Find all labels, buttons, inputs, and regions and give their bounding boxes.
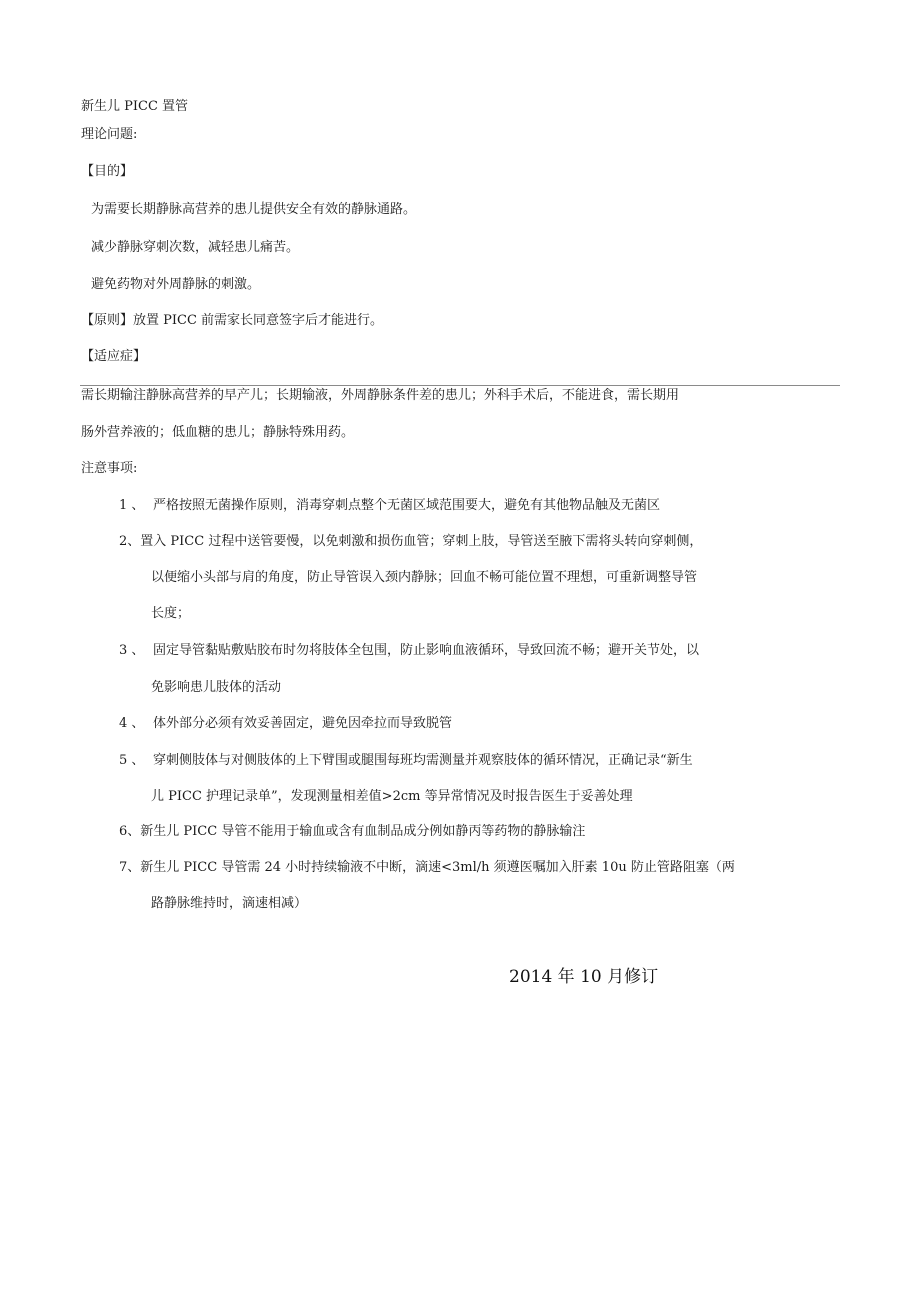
note-line: 新生儿 PICC 导管需 24 小时持续输液不中断，滴速<3ml/h 须遵医嘱加入肝素 10u 防止管路阻塞（两 bbox=[140, 860, 735, 875]
theory-heading: 理论问题: bbox=[81, 127, 138, 142]
note-item-6 bbox=[119, 823, 585, 841]
note-item-1 bbox=[119, 497, 660, 515]
note-item-4 bbox=[119, 715, 452, 733]
note-line: 新生儿 PICC 导管不能用于输血或含有血制品成分例如静丙等药物的静脉输注 bbox=[140, 824, 586, 839]
note-item-3 bbox=[119, 642, 699, 660]
principle-heading: 【原则】 bbox=[81, 313, 134, 328]
purpose-item-1: 为需要长期静脉高营养的患儿提供安全有效的静脉通路。 bbox=[91, 202, 417, 217]
note-number: 3 、 bbox=[119, 643, 145, 658]
purpose-item-2: 减少静脉穿刺次数，减轻患儿痛苦。 bbox=[91, 240, 300, 255]
note-line: 固定导管黏贴敷贴胶布时勿将肢体全包围，防止影响血液循环，导致回流不畅；避开关节处，以 bbox=[153, 643, 700, 658]
section-divider bbox=[80, 385, 840, 386]
notes-heading: 注意事项: bbox=[81, 461, 138, 476]
note-item-2 bbox=[119, 533, 702, 551]
note-item-5 bbox=[119, 752, 693, 770]
note-line: 穿刺侧肢体与对侧肢体的上下臂围或腿围每班均需测量并观察肢体的循环情况，正确记录“新生 bbox=[153, 753, 693, 768]
principle-section bbox=[81, 312, 383, 330]
note-item-5-line-2: 儿 PICC 护理记录单”，发现测量相差值>2cm 等异常情况及时报告医生于妥善处理 bbox=[151, 789, 633, 804]
note-number: 5 、 bbox=[119, 753, 145, 768]
note-line: 置入 PICC 过程中送管要慢，以免刺激和损伤血管；穿刺上肢，导管送至腋下需将头转向穿刺侧， bbox=[140, 534, 703, 549]
indications-heading: 【适应症】 bbox=[81, 349, 147, 364]
note-number: 7、 bbox=[119, 860, 141, 875]
note-item-2-line-2: 以便缩小头部与肩的角度，防止导管误入颈内静脉；回血不畅可能位置不理想，可重新调整导管 bbox=[151, 570, 698, 585]
note-item-7-line-2: 路静脉维持时，滴速相减） bbox=[151, 896, 308, 911]
note-number: 2、 bbox=[119, 534, 141, 549]
document-title: 新生儿 PICC 置管 bbox=[81, 99, 189, 114]
indications-line-1: 需长期输注静脉高营养的早产儿；长期输液，外周静脉条件差的患儿；外科手术后，不能进食，需长期用 bbox=[81, 388, 680, 403]
note-item-3-line-2: 免影响患儿肢体的活动 bbox=[151, 680, 282, 695]
principle-text: 放置 PICC 前需家长同意签字后才能进行。 bbox=[133, 313, 384, 328]
purpose-item-3: 避免药物对外周静脉的刺激。 bbox=[91, 277, 261, 292]
revision-date: 2014 年 10 月修订 bbox=[509, 967, 659, 987]
note-line: 体外部分必须有效妥善固定，避免因牵拉而导致脱管 bbox=[153, 716, 453, 731]
purpose-heading: 【目的】 bbox=[81, 164, 134, 179]
note-item-2-line-3: 长度； bbox=[151, 606, 191, 621]
note-number: 6、 bbox=[119, 824, 141, 839]
indications-line-2: 肠外营养液的；低血糖的患儿；静脉特殊用药。 bbox=[81, 425, 355, 440]
note-line: 严格按照无菌操作原则，消毒穿刺点整个无菌区域范围要大，避免有其他物品触及无菌区 bbox=[153, 498, 661, 513]
note-number: 1 、 bbox=[119, 498, 145, 513]
note-item-7 bbox=[119, 859, 735, 877]
note-number: 4 、 bbox=[119, 716, 145, 731]
